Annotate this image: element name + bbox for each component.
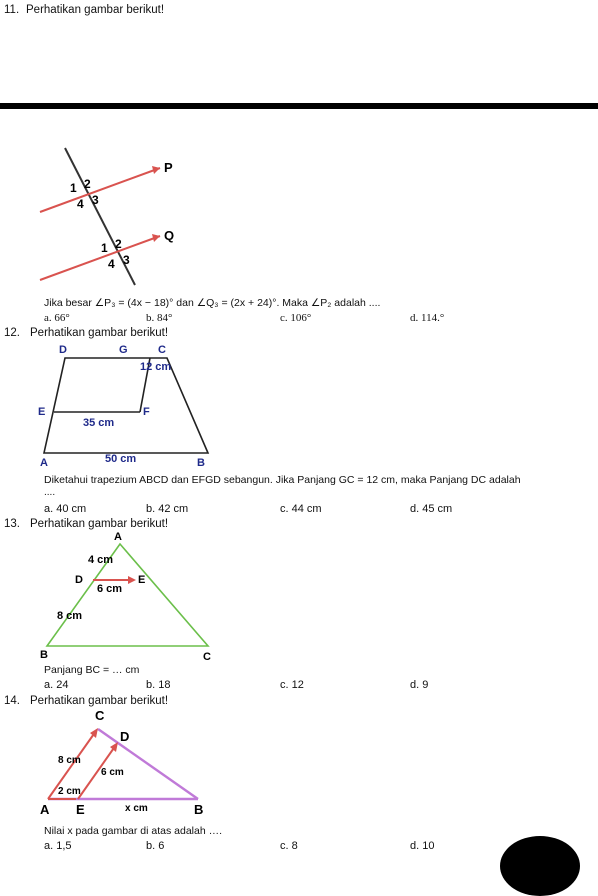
- q12-statement-cont: ....: [44, 487, 56, 498]
- divider-bar: [0, 103, 598, 109]
- q14-statement: Nilai x pada gambar di atas adalah ….: [44, 825, 223, 837]
- label-de: 6 cm: [97, 583, 123, 595]
- q13-figure: [30, 530, 220, 665]
- q12-number: 12.: [4, 327, 20, 339]
- q13-option-d[interactable]: d. 9: [410, 679, 429, 691]
- q11-prompt: Perhatikan gambar berikut!: [26, 4, 165, 16]
- label-ae: 2 cm: [58, 786, 81, 797]
- angle-q1: 1: [101, 241, 108, 255]
- vertex-d: D: [59, 344, 67, 356]
- q12-option-d[interactable]: d. 45 cm: [410, 503, 453, 515]
- q14-prompt: Perhatikan gambar berikut!: [30, 695, 169, 707]
- q13-statement: Panjang BC = … cm: [44, 664, 140, 676]
- label-ed: 6 cm: [101, 767, 124, 778]
- q12-figure: [30, 340, 220, 470]
- vertex-b: B: [194, 802, 204, 817]
- label-q: Q: [164, 228, 175, 243]
- q14-option-a[interactable]: a. 1,5: [44, 840, 72, 852]
- vertex-c: C: [203, 651, 211, 663]
- vertex-d: D: [120, 729, 130, 744]
- q14-number: 14.: [4, 695, 20, 707]
- q12-option-c[interactable]: c. 44 cm: [280, 503, 322, 515]
- label-ac: 8 cm: [58, 755, 81, 766]
- q13-prompt: Perhatikan gambar berikut!: [30, 518, 169, 530]
- label-db: 8 cm: [57, 610, 83, 622]
- q14-figure: [30, 707, 220, 822]
- vertex-e: E: [138, 574, 146, 586]
- q14-option-b[interactable]: b. 6: [146, 840, 165, 852]
- label-gc: 12 cm: [140, 361, 172, 373]
- q13-number: 13.: [4, 518, 20, 530]
- q11-figure: [30, 140, 190, 290]
- vertex-a: A: [40, 802, 50, 817]
- label-p: P: [164, 160, 173, 175]
- vertex-d: D: [75, 574, 83, 586]
- q11-statement: Jika besar ∠P₃ = (4x − 18)° dan ∠Q₃ = (2x + 24)°. Maka ∠P₂ adalah ....: [44, 297, 381, 309]
- q11-option-c[interactable]: c. 106°: [280, 312, 312, 324]
- q11-number: 11.: [4, 4, 20, 16]
- arrow-de-icon: [128, 576, 136, 584]
- angle-p2: 2: [84, 177, 91, 191]
- vertex-e: E: [38, 406, 46, 418]
- vertex-f: F: [143, 406, 150, 418]
- label-ef: 35 cm: [83, 417, 115, 429]
- q14-option-d[interactable]: d. 10: [410, 840, 435, 852]
- vertex-b: B: [40, 649, 48, 661]
- angle-q3: 3: [123, 253, 130, 267]
- arrow-p-icon: [152, 166, 160, 174]
- vertex-c: C: [95, 708, 105, 723]
- vertex-g: G: [119, 344, 128, 356]
- vertex-b: B: [197, 457, 205, 469]
- label-ab: 50 cm: [105, 453, 137, 465]
- vertex-a: A: [114, 531, 122, 543]
- vertex-c: C: [158, 344, 166, 356]
- q12-option-b[interactable]: b. 42 cm: [146, 503, 189, 515]
- angle-q2: 2: [115, 237, 122, 251]
- vertex-a: A: [40, 457, 48, 469]
- line-p: [40, 168, 160, 212]
- trapezium-abcd: [44, 358, 208, 453]
- angle-p3: 3: [92, 193, 99, 207]
- q11-option-d[interactable]: d. 114.°: [410, 312, 445, 324]
- label-ad: 4 cm: [88, 554, 114, 566]
- angle-p1: 1: [70, 181, 77, 195]
- q13-option-b[interactable]: b. 18: [146, 679, 171, 691]
- page-corner-shape: [500, 836, 580, 896]
- arrow-q-icon: [152, 234, 160, 242]
- q11-option-b[interactable]: b. 84°: [146, 312, 173, 324]
- q13-option-a[interactable]: a. 24: [44, 679, 69, 691]
- q14-option-c[interactable]: c. 8: [280, 840, 298, 852]
- line-q: [40, 236, 160, 280]
- q13-option-c[interactable]: c. 12: [280, 679, 304, 691]
- triangle-abc: [47, 544, 208, 646]
- angle-q4: 4: [108, 257, 115, 271]
- angle-p4: 4: [77, 197, 84, 211]
- q12-statement: Diketahui trapezium ABCD dan EFGD sebangun. Jika Panjang GC = 12 cm, maka Panjang DC adalah: [44, 474, 521, 486]
- segment-cb: [98, 729, 198, 799]
- vertex-e: E: [76, 802, 85, 817]
- q12-prompt: Perhatikan gambar berikut!: [30, 327, 169, 339]
- q12-option-a[interactable]: a. 40 cm: [44, 503, 87, 515]
- label-eb: x cm: [125, 803, 148, 814]
- q11-option-a[interactable]: a. 66°: [44, 312, 70, 324]
